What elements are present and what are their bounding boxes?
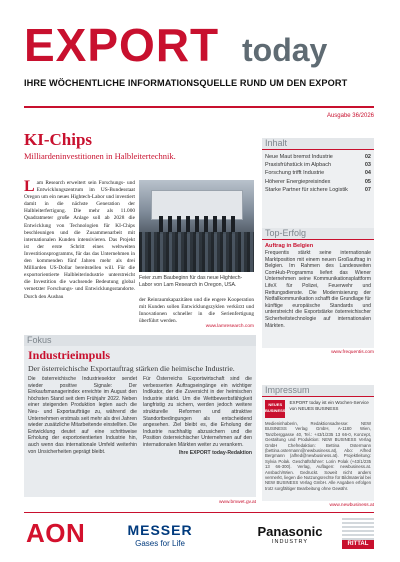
publisher-logo: NEUES BUSINESS	[265, 400, 285, 418]
panasonic-logo[interactable]	[250, 524, 330, 545]
imprint-heading: Impressum	[262, 385, 374, 397]
contents-item[interactable]	[265, 178, 371, 186]
lead-title: KI-Chips	[24, 130, 93, 149]
brand-today-logo: today	[242, 32, 328, 68]
focus-source-link[interactable]: www.bmwet.gv.at	[219, 500, 256, 505]
contents-item-page: 05	[364, 178, 371, 185]
contents-list	[262, 150, 374, 194]
focus-heading: Fokus	[24, 335, 256, 346]
lead-photo-caption: Feier zum Baubeginn für das neue Hightech-Labor von Lam Research in Oregon, USA.	[139, 275, 243, 288]
contents-box	[262, 138, 374, 228]
contents-item[interactable]	[265, 169, 371, 177]
focus-column-1: Die österreichische Industriesektor sendet wieder positive Signale: Der Einkaufsmanagerindex erreichte im August den höchsten Stand seit dem Frühjahr 2022. Neben einer steigenden Produktion legten auch die Neu- und Exportaufträge zu, während die Unternehmen erstmals seit mehr als drei Jahren wieder zusätzliche Mitarbeitende einstellten. Die Entwicklung deutet auf eine schrittweise Erholung der exportorientierten Industrie hin, auch wenn das internationale Umfeld weiterhin von Unsicherheiten geprägt bleibt.	[28, 376, 137, 455]
aon-logo[interactable]: AON	[26, 518, 86, 548]
contents-item-label: Höherer Energiepreisindex	[265, 178, 331, 185]
focus-columns	[24, 376, 256, 456]
contents-item-page: 07	[364, 186, 371, 193]
top-story-text: Frequentis stärkt seine internationale Marktposition mit einem neuen Großauftrag in Belgien. Im Rahmen des Landesweiten ComHub-Programms liefert das Wiener Unternehmen seine Kommunikationsplattform LifeX für Polizei, Feuerwehr und Rettungsdienste. Die Modernisierung der Notfallkommunikation schafft die Grundlage für künftige europäische Standards und unterstreicht die Exportstärke österreichischer Sicherheitstechnologie auf internationalen Märkten.	[265, 250, 371, 329]
contents-item-page: 04	[364, 170, 371, 177]
focus-column-2-text: Für Österreichs Exportwirtschaft sind die verbesserten Auftragseingänge ein wichtiger Indikator, der die Zuversicht in der heimischen Industrie stärkt. Um die Wettbewerbsfähigkeit langfristig zu sichern, werden jedoch weitere strukturelle Reformen und attraktive Standortbedingungen als entscheidend angesehen. Ziel bleibt es, die Erholung der Industrie nachhaltig abzusichern und die Position österreichischer Unternehmen auf den internationalen Märkten weiter zu verankern.	[143, 376, 252, 448]
brand-export-logo: EXPORT	[24, 19, 220, 71]
focus-column-2	[143, 376, 252, 456]
top-story-title: Auftrag in Belgien	[265, 243, 314, 249]
panasonic-tagline: INDUSTRY	[271, 539, 308, 545]
imprint-text: Medieninhaberin, Redaktionsadresse: NEW BUSINESS Verlag GmbH, A-1180 Wien, Tanzberggasse 40, Tel.: +43/1/235 13 66-0, Konzept, Gestaltung und Produktion: NEW BUSINESS Verlag GmbH Chefredaktion: Bettina Ostermann (bettina.ostermann@newbusiness.at), Abo: Alfred Bergmann (alfred@newbusiness.at). Projektleitung: Sylvia Polak. Geschäftsführer: Lorin Polak (+43/1/235 13 66-300). Verlag, Auflagen: newbusiness.at. Ansbach/Wien. Gedruckt. Soweit nicht anders vermerkt, liegen die Nutzungsrechte für Bildmaterial bei NEW BUSINESS Verlag GmbH. Alle Angaben erfolgen trotz sorgfältiger Bearbeitung ohne Gewähr.	[265, 421, 371, 491]
contents-heading: Inhalt	[262, 138, 374, 150]
contents-item[interactable]	[265, 186, 371, 194]
contents-item-page: 02	[364, 154, 371, 160]
panasonic-name: Panasonic	[257, 524, 323, 539]
photo-crowd	[139, 232, 254, 272]
rittal-logo[interactable]	[342, 518, 374, 550]
imprint-source-link[interactable]: www.newbusiness.at	[329, 503, 374, 508]
top-story-heading: Top-Erfolg	[262, 228, 374, 240]
rittal-name: RITTAL	[342, 540, 374, 549]
focus-box	[24, 335, 256, 497]
lead-subtitle: Milliardeninvestitionen in Halbleitertechnik.	[24, 151, 176, 161]
lead-dropcap: L	[24, 178, 35, 195]
lead-body-column-2: der Reinraumkapazitäten und die engere Kooperation mit Kunden sollen Entwicklungszyklen verkürzt und Innovationen schneller in die Serienfertigung überführt werden.	[139, 297, 254, 325]
lead-article	[24, 180, 254, 330]
rittal-logo-mark	[342, 518, 374, 542]
messer-logo[interactable]	[118, 522, 202, 548]
imprint-box	[262, 385, 374, 501]
contents-item-label: Forschung trifft Industrie	[265, 170, 325, 177]
contents-item-label: Praxisfrühstück im Alpbach	[265, 162, 332, 169]
publisher-name: EXPORT today ist ein Wochen-Service von NEUES BUSINESS	[289, 400, 369, 411]
focus-signature: Ihre EXPORT today-Redaktion	[178, 449, 252, 456]
messer-name: MESSER	[127, 522, 193, 538]
lead-body-text: am Research erweitert sein Forschungs- und Entwicklungszentrum im US-Bundesstaat Oregon um ein neues Hightech-Labor und investiert damit in die nächste Generation der Halbleiterfertigung. Die mehr als 11.000 Quadratmeter große Anlage soll ab 2028 die Entwicklung von Technologien für KI-Chips beschleunigen und die Zusammenarbeit mit internationalen Kunden intensivieren. Das Projekt ist der erste Schritt eines weltweiten Investitionsprogramms, für das das Unternehmen in den kommenden fünf Jahren mehr als drei Milliarden US-Dollar bereitstellen will. Für die exportorientierte Halbleiterindustrie unterstreicht die Investition die wachsende Bedeutung global vernetzter Forschungs- und Entwicklungsstandorte. Durch den Ausbau	[24, 180, 135, 300]
contents-item-page: 03	[364, 162, 371, 169]
ads-divider	[24, 512, 374, 513]
masthead	[24, 20, 374, 110]
focus-subtitle: Der österreichische Exportauftrag stärken die heimische Industrie.	[28, 364, 235, 373]
lead-article-header	[24, 130, 254, 161]
contents-item-label: Starke Partner für sichere Logistik	[265, 186, 348, 193]
messer-tagline: Gases for Life	[135, 539, 185, 548]
lead-source-link[interactable]: www.lamresearch.com	[205, 324, 254, 329]
header-divider	[24, 106, 374, 108]
contents-item-label: Neue Maut bremst Industrie	[265, 154, 333, 160]
contents-item[interactable]	[265, 161, 371, 169]
lead-photo	[139, 180, 254, 272]
issue-number: Ausgabe 36/2026	[326, 113, 374, 119]
imprint-header	[262, 397, 374, 421]
focus-title: Industrieimpuls	[28, 348, 111, 362]
masthead-tagline: IHRE WÖCHENTLICHE INFORMATIONSQUELLE RUND UM DEN EXPORT	[24, 78, 348, 88]
top-story-source-link[interactable]: www.frequentis.com	[331, 350, 374, 355]
lead-body-column-1	[24, 180, 135, 301]
top-story-box	[262, 228, 374, 348]
contents-item[interactable]	[265, 153, 371, 161]
